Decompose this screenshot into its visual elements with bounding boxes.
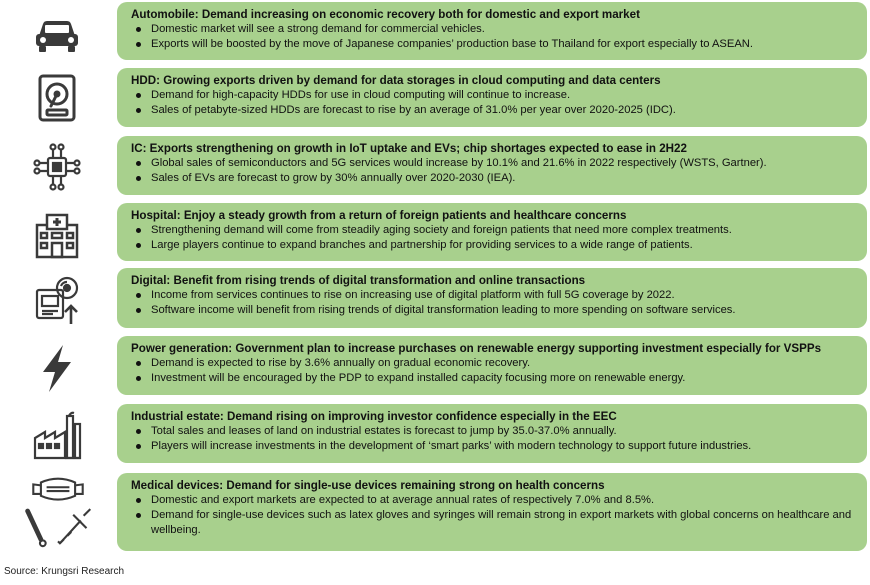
sector-bullet: Demand is expected to rise by 3.6% annually on gradual economic recovery. [131,356,857,371]
sector-box [117,136,867,195]
sector-title: Industrial estate: Demand rising on improving investor confidence especially in the EEC [131,410,617,423]
sector-row-hdd [0,66,870,129]
sector-box [117,203,867,261]
sector-bullet: Demand for single-use devices such as latex gloves and syringes will remain strong in export markets with global concerns on healthcare and wellbeing. [131,508,857,538]
sector-row-ic [0,135,870,198]
sector-title: Medical devices: Demand for single-use devices remaining strong on health concerns [131,479,605,492]
sector-row-industrial [0,404,870,467]
sector-bullet: Investment will be encouraged by the PDP to expand installed capacity focusing more on renewable energy. [131,371,857,386]
sector-bullet: Global sales of semiconductors and 5G services would increase by 10.1% and 21.6% in 2022 respectively (WSTS, Gartner). [131,156,857,171]
sector-box [117,336,867,395]
sector-title: Power generation: Government plan to increase purchases on renewable energy supporting investment especially for VSPPs [131,342,822,355]
sector-bullet: Total sales and leases of land on industrial estates is forecast to jump by 35.0-37.0% annually. [131,424,857,439]
hard-drive-icon [22,66,92,129]
sector-bullet: Domestic and export markets are expected to at average annual rates of respectively 7.0% and 8.5%. [131,493,857,508]
sector-bullet: Sales of petabyte-sized HDDs are forecast to rise by an average of 31.0% per year over 2020-2025 (IDC). [131,103,857,118]
sector-title: Automobile: Demand increasing on economic recovery both for domestic and export market [131,8,640,21]
sector-box [117,268,867,328]
hospital-icon [22,203,92,266]
factory-icon [22,404,92,467]
sector-bullet: Software income will benefit from rising trends of digital transformation leading to more spending on software services. [131,303,857,318]
sector-bullet: Sales of EVs are forecast to grow by 30% annually over 2020-2030 (IEA). [131,171,857,186]
sector-bullet: Demand for high-capacity HDDs for use in cloud computing will continue to increase. [131,88,857,103]
sector-box [117,68,867,127]
sector-row-automobile [0,0,870,63]
sector-title: Digital: Benefit from rising trends of digital transformation and online transactions [131,274,586,287]
sector-row-medical [0,471,870,561]
sector-title: IC: Exports strengthening on growth in IoT uptake and EVs; chip shortages expected to ease in 2H22 [131,142,687,155]
sector-bullet: Players will increase investments in the development of ‘smart parks’ with modern technology to support future industries. [131,439,857,454]
sector-bullet: Domestic market will see a strong demand for commercial vehicles. [131,22,857,37]
car-icon [22,0,92,63]
sector-row-hospital [0,203,870,266]
sector-box [117,404,867,463]
sector-box [117,473,867,551]
chip-icon [22,135,92,198]
sector-box [117,2,867,60]
medical-devices-icon [16,471,100,551]
source-note: Source: Krungsri Research [4,566,125,577]
sector-title: Hospital: Enjoy a steady growth from a return of foreign patients and healthcare concerns [131,209,627,222]
sector-bullet: Strengthening demand will come from steadily aging society and foreign patients that need more complex treatments. [131,223,857,238]
sector-bullet: Large players continue to expand branches and partnership for providing services to a wide range of patients. [131,238,857,253]
sector-bullet: Exports will be boosted by the move of Japanese companies’ production base to Thailand for export especially to ASEAN. [131,37,857,52]
sector-title: HDD: Growing exports driven by demand for data storages in cloud computing and data centers [131,74,661,87]
sector-row-digital [0,268,870,331]
sector-bullet: Income from services continues to rise on increasing use of digital platform with full 5G coverage by 2022. [131,288,857,303]
lightning-icon [22,336,92,399]
sector-row-power [0,336,870,399]
digital-device-icon [22,268,92,331]
